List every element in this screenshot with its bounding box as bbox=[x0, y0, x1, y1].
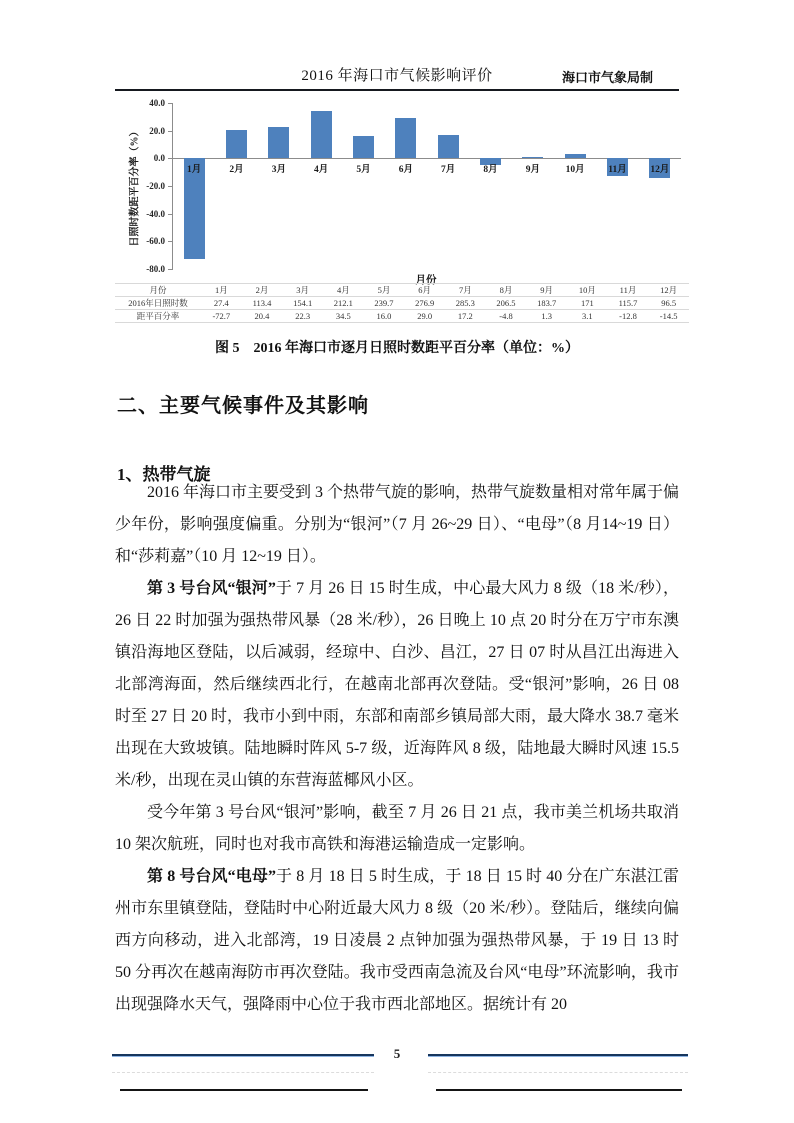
figure-caption: 图 5 2016 年海口市逐月日照时数距平百分率（单位：%） bbox=[215, 341, 579, 356]
x-axis-category-label: 12月 bbox=[650, 165, 670, 176]
y-axis-tick-mark bbox=[168, 214, 173, 215]
table-cell: 11月 bbox=[608, 283, 649, 297]
x-axis-category-label: 6月 bbox=[398, 165, 413, 176]
y-axis-tick-mark bbox=[168, 103, 173, 104]
page-number: 5 bbox=[393, 1046, 401, 1061]
y-axis-tick-label: 20.0 bbox=[149, 125, 165, 136]
document-body bbox=[115, 477, 679, 1021]
y-axis-tick-label: -20.0 bbox=[146, 181, 165, 191]
x-axis-title: 月份 bbox=[415, 275, 437, 286]
table-cell: 22.3 bbox=[282, 310, 323, 323]
table-cell: -12.8 bbox=[608, 310, 649, 323]
x-axis-category-label: 9月 bbox=[525, 165, 540, 176]
y-axis-tick-mark bbox=[168, 158, 173, 159]
section-heading: 二、主要气候事件及其影响 bbox=[117, 395, 369, 417]
table-cell: 96.5 bbox=[648, 297, 689, 310]
y-axis-tick-mark bbox=[168, 241, 173, 242]
table-cell: -14.5 bbox=[648, 310, 689, 323]
table-cell: 5月 bbox=[364, 283, 405, 297]
bar-6月 bbox=[395, 118, 416, 158]
paragraph-1 bbox=[115, 477, 679, 573]
table-cell: 29.0 bbox=[404, 310, 445, 323]
x-axis-category-label: 7月 bbox=[441, 165, 456, 176]
paragraph-2-text: 于 7 月 26 日 15 时生成，中心最大风力 8 级（18 米/秒），26 日 22 时加强为强热带风暴（28 米/秒），26 日晚上 10 点 20 时分在万宁市东澳镇沿海地区登陆，以后减弱，经琼中、白沙、昌江，27 日 07 时从昌江出海进入北部湾海面，然后继续西北行，在越南北部再次登陆。受“银河”影响，26 日 08 时至 27 日 20 时，我市小到中雨，东部和南部乡镇局部大雨，最大降水 38.7 毫米出现在大致坡镇。陆地瞬时阵风 5-7 级，近海阵风 8 级，陆地最大瞬时风速 15.5 米/秒，出现在灵山镇的东营海蓝椰风小区。 bbox=[115, 580, 680, 789]
y-axis-tick-label: 0.0 bbox=[153, 153, 165, 164]
x-axis-category-label: 4月 bbox=[314, 165, 329, 176]
table-cell: -4.8 bbox=[486, 310, 527, 323]
table-cell: 34.5 bbox=[323, 310, 364, 323]
table-cell: 206.5 bbox=[486, 297, 527, 310]
paragraph-3-text: 受今年第 3 号台风“银河”影响，截至 7 月 26 日 21 点，我市美兰机场共取消 10 架次航班，同时也对我市高铁和海港运输造成一定影响。 bbox=[115, 804, 679, 853]
table-cell: 171 bbox=[567, 297, 608, 310]
table-cell: 285.3 bbox=[445, 297, 486, 310]
bar-5月 bbox=[353, 136, 374, 158]
sub-section-heading: 1、热带气旋 bbox=[117, 465, 211, 484]
table-cell: 3月 bbox=[282, 283, 323, 297]
table-cell: 6月 bbox=[404, 283, 445, 297]
footer-dashed-rule-left bbox=[112, 1072, 374, 1073]
table-row-header: 距平百分率 bbox=[115, 310, 201, 323]
table-cell: 8月 bbox=[486, 283, 527, 297]
table-row-header: 月份 bbox=[115, 283, 201, 297]
table-cell: 2月 bbox=[242, 283, 283, 297]
y-axis-tick-mark bbox=[168, 131, 173, 132]
table-cell: 1月 bbox=[201, 283, 242, 297]
x-axis-category-label: 3月 bbox=[271, 165, 286, 176]
bar-4月 bbox=[311, 111, 332, 159]
y-axis-tick-label: -40.0 bbox=[146, 208, 165, 219]
table-cell: -72.7 bbox=[201, 310, 242, 323]
table-cell: 12月 bbox=[648, 283, 689, 297]
paragraph-4-text: 于 8 月 18 日 5 时生成，于 18 日 15 时 40 分在广东湛江雷州市东里镇登陆，登陆时中心附近最大风力 8 级（20 米/秒）。登陆后，继续向偏西方向移动，进入北部湾，19 日凌晨 2 点钟加强为强热带风暴，于 19 日 13 时 50 分再次在越南海防市再次登陆。我市受西南急流及台风“电母”环流影响，我市出现强降水天气，强降雨中心位于我市西北部地区。据统计有 20 bbox=[115, 868, 679, 1013]
y-axis-tick-label: 40.0 bbox=[149, 98, 165, 108]
table-cell: 3.1 bbox=[567, 310, 608, 323]
table-cell: 7月 bbox=[445, 283, 486, 297]
footer-dashed-rule-right bbox=[428, 1072, 688, 1073]
x-axis-category-label: 10月 bbox=[565, 165, 585, 176]
bar-2月 bbox=[226, 130, 247, 158]
table-cell: 9月 bbox=[526, 283, 567, 297]
y-axis-tick-label: -60.0 bbox=[146, 236, 165, 247]
chart-plot bbox=[146, 98, 681, 274]
bar-7月 bbox=[438, 135, 459, 159]
paragraph-2-lead: 第 3 号台风“银河” bbox=[147, 580, 276, 597]
paragraph-2 bbox=[115, 573, 679, 797]
table-cell: 239.7 bbox=[364, 297, 405, 310]
table-cell: 276.9 bbox=[404, 297, 445, 310]
y-axis-tick-mark bbox=[168, 269, 173, 270]
table-cell: 10月 bbox=[567, 283, 608, 297]
y-axis-title: 日照时数距平百分率（%） bbox=[129, 126, 141, 247]
footer-bottom-rule-right bbox=[436, 1089, 682, 1091]
x-axis-category-label: 2月 bbox=[229, 165, 244, 176]
x-axis-category-label: 1月 bbox=[187, 165, 202, 176]
bar-3月 bbox=[268, 127, 289, 158]
page-header bbox=[115, 60, 679, 91]
table-cell: 154.1 bbox=[282, 297, 323, 310]
table-cell: 183.7 bbox=[526, 297, 567, 310]
x-axis-category-label: 11月 bbox=[608, 165, 627, 176]
x-axis-category-label: 8月 bbox=[483, 165, 498, 176]
table-cell: 1.3 bbox=[526, 310, 567, 323]
table-cell: 4月 bbox=[323, 283, 364, 297]
table-cell: 113.4 bbox=[242, 297, 283, 310]
paragraph-1-text: 2016 年海口市主要受到 3 个热带气旋的影响，热带气旋数量相对常年属于偏少年份，影响强度偏重。分别为“银河”（7 月 26~29 日）、“电母”（8 月14~19 日）和“莎莉嘉”（10 月 12~19 日）。 bbox=[115, 484, 680, 565]
bar-9月 bbox=[522, 157, 543, 159]
table-cell: 115.7 bbox=[608, 297, 649, 310]
x-axis-zero-line bbox=[173, 158, 681, 159]
paragraph-3 bbox=[115, 797, 679, 861]
paragraph-4-lead: 第 8 号台风“电母” bbox=[147, 868, 276, 885]
paragraph-4 bbox=[115, 861, 679, 1021]
figure-5-chart bbox=[115, 96, 689, 334]
x-axis-category-label: 5月 bbox=[356, 165, 371, 176]
y-axis-tick-mark bbox=[168, 186, 173, 187]
table-cell: 16.0 bbox=[364, 310, 405, 323]
footer-bottom-rule-left bbox=[120, 1089, 368, 1091]
table-row-header: 2016年日照时数 bbox=[115, 297, 201, 310]
header-title: 2016 年海口市气候影响评价 bbox=[301, 68, 493, 84]
table-cell: 27.4 bbox=[201, 297, 242, 310]
table-cell: 212.1 bbox=[323, 297, 364, 310]
table-cell: 17.2 bbox=[445, 310, 486, 323]
table-cell: 20.4 bbox=[242, 310, 283, 323]
chart-data-table bbox=[115, 283, 689, 323]
bar-10月 bbox=[565, 154, 586, 158]
header-publisher: 海口市气象局制 bbox=[561, 70, 653, 85]
y-axis-tick-label: -80.0 bbox=[146, 264, 165, 274]
